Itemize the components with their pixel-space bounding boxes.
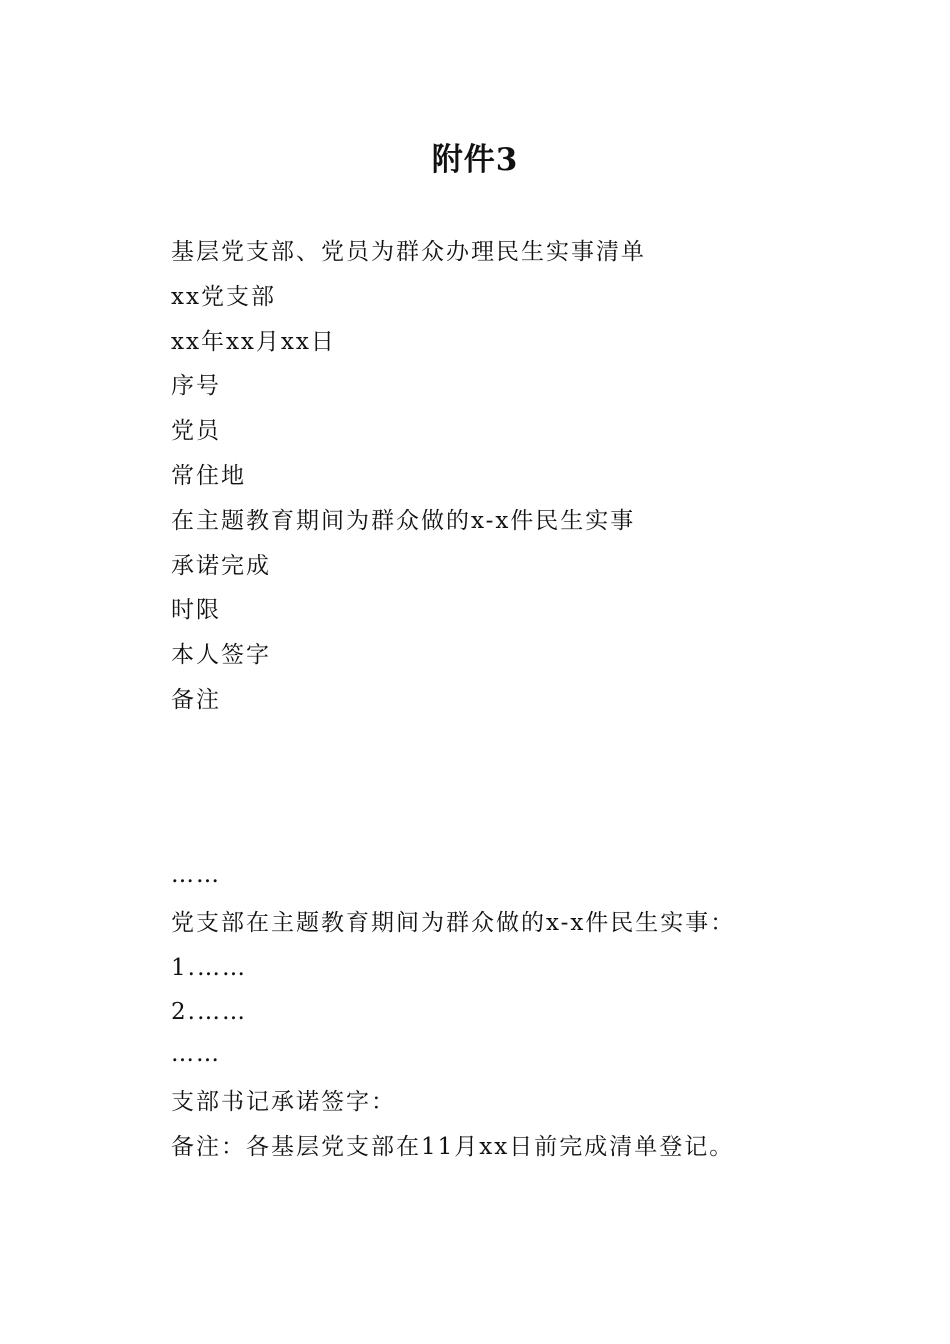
column-label-member: 党员 — [171, 418, 221, 444]
column-label-commit: 承诺完成 — [171, 553, 271, 579]
ellipsis-line: …… — [171, 862, 221, 888]
secretary-signature-line: 支部书记承诺签字： — [171, 1089, 396, 1115]
list-item: 2.…… — [171, 999, 247, 1025]
column-label-signature: 本人签字 — [171, 642, 271, 668]
column-label-remarks: 备注 — [171, 687, 221, 713]
column-label-residence: 常住地 — [171, 463, 246, 489]
column-label-serial: 序号 — [171, 373, 221, 399]
column-label-affairs: 在主题教育期间为群众做的x-x件民生实事 — [171, 508, 636, 534]
footnote: 备注：各基层党支部在11月xx日前完成清单登记。 — [171, 1134, 735, 1160]
branch-name: xx党支部 — [171, 284, 276, 310]
list-heading: 基层党支部、党员为群众办理民生实事清单 — [171, 239, 646, 265]
list-item: 1.…… — [171, 955, 247, 981]
branch-affairs-heading: 党支部在主题教育期间为群众做的x-x件民生实事： — [171, 910, 736, 936]
ellipsis-line: …… — [171, 1041, 221, 1067]
page-title: 附件3 — [431, 142, 519, 178]
document-date: xx年xx月xx日 — [171, 329, 336, 355]
column-label-deadline: 时限 — [171, 597, 221, 623]
